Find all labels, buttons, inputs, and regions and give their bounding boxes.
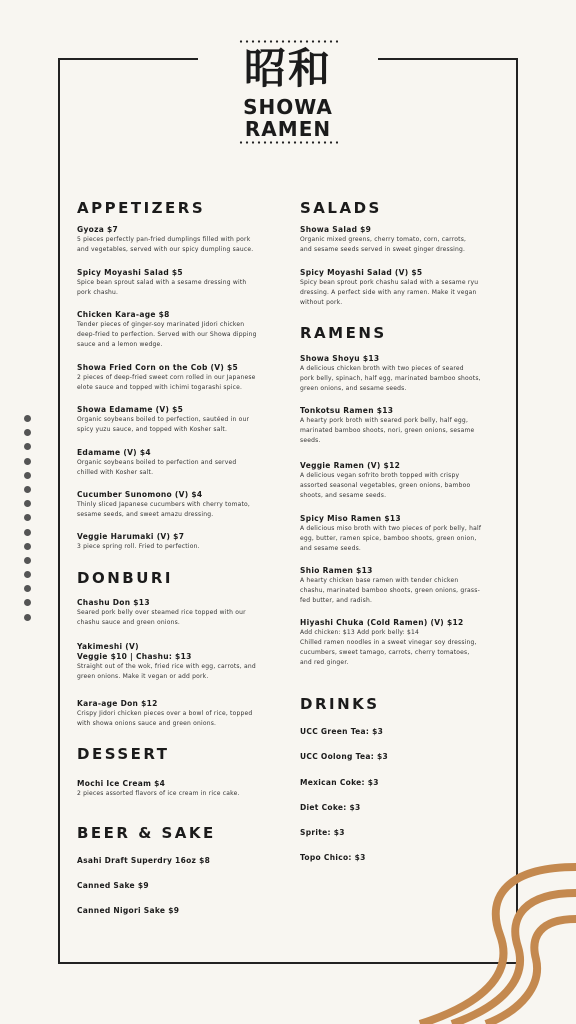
section-title-ramens: RAMENS bbox=[300, 324, 387, 342]
menu-item: Yakimeshi (V) Veggie $10 | Chashu: $13 Straight out of the wok, fried rice with egg, carrots, and green onions. Make it vegan or add pork. bbox=[77, 642, 256, 680]
menu-item: Cucumber Sunomono (V) $4 Thinly sliced Japanese cucumbers with cherry tomato, sesame seeds, and sweet amazu dressing. bbox=[77, 490, 251, 518]
frame-border-right bbox=[516, 58, 518, 964]
frame-border-top-right bbox=[378, 58, 518, 60]
menu-item: Shio Ramen $13 A hearty chicken base ramen with tender chicken chashu, marinated bamboo shoots, green onions, grass- fed butter, and radish. bbox=[300, 566, 480, 604]
menu-item: Kara-age Don $12 Crispy Jidori chicken pieces over a bowl of rice, topped with showa onions sauce and green onions. bbox=[77, 699, 253, 727]
noodle-wave-decoration bbox=[390, 855, 576, 1024]
menu-item: Canned Sake $9 bbox=[77, 881, 149, 890]
menu-item: Spicy Miso Ramen $13 A delicious miso broth with two pieces of pork belly, half egg, butter, ramen spice, bamboo shoots, green onion, and sesame seeds. bbox=[300, 514, 482, 552]
drink-item: Diet Coke: $3 bbox=[300, 803, 361, 812]
menu-item: Chicken Kara-age $8 Tender pieces of ginger-soy marinated Jidori chicken deep-fried to perfection. Served with our Showa dipping sauce and a lemon wedge. bbox=[77, 310, 257, 348]
menu-item: Showa Shoyu $13 A delicious chicken broth with two pieces of seared pork belly, spinach, half egg, marinated bamboo shoots, green onions, and sesame seeds. bbox=[300, 354, 481, 392]
menu-item: Showa Edamame (V) $5 Organic soybeans boiled to perfection, sautéed in our spicy yuzu sauce, and topped with Kosher salt. bbox=[77, 405, 250, 433]
drink-item: Mexican Coke: $3 bbox=[300, 778, 379, 787]
menu-item: Canned Nigori Sake $9 bbox=[77, 906, 180, 915]
section-title-appetizers: APPETIZERS bbox=[77, 199, 206, 217]
drink-item: Sprite: $3 bbox=[300, 828, 345, 837]
menu-item: Tonkotsu Ramen $13 A hearty pork broth with seared pork belly, half egg, marinated bamboo shoots, nori, green onions, sesame seeds. bbox=[300, 406, 475, 444]
menu-item: Edamame (V) $4 Organic soybeans boiled to perfection and served chilled with Kosher salt. bbox=[77, 448, 237, 476]
logo-kanji: 昭和 bbox=[243, 44, 332, 93]
drink-item: Topo Chico: $3 bbox=[300, 853, 366, 862]
frame-border-top-left bbox=[58, 58, 198, 60]
menu-item: Spicy Moyashi Salad (V) $5 Spicy bean sprout pork chashu salad with a sesame ryu dressing. A perfect side with any ramen. Make it vegan without pork. bbox=[300, 268, 479, 306]
logo-word-ramen: RAMEN bbox=[244, 117, 332, 141]
menu-item: Hiyashi Chuka (Cold Ramen) (V) $12 Add chicken: $13 Add pork belly: $14 Chilled ramen noodles in a sweet vinegar soy dressing, cucumbers, sweet tamago, carrots, cherry tomatoes, and red ginger. bbox=[300, 618, 477, 666]
menu-item: Veggie Ramen (V) $12 A delicious vegan sofrito broth topped with crispy assorted seasonal vegetables, green onions, bamboo shoots, and sesame seeds. bbox=[300, 461, 471, 499]
menu-item: Spicy Moyashi Salad $5 Spice bean sprout salad with a sesame dressing with pork chashu. bbox=[77, 268, 247, 296]
menu-item: Gyoza $7 5 pieces perfectly pan-fried dumplings filled with pork and vegetables, served with our spicy dumpling sauce. bbox=[77, 225, 254, 253]
menu-item: Chashu Don $13 Seared pork belly over steamed rice topped with our chashu sauce and green onions. bbox=[77, 598, 246, 626]
section-title-beer-sake: BEER & SAKE bbox=[77, 824, 216, 842]
section-title-drinks: DRINKS bbox=[300, 695, 380, 713]
menu-item: Showa Fried Corn on the Cob (V) $5 2 pieces of deep-fried sweet corn rolled in our Japanese elote sauce and topped with ichimi togarashi spice. bbox=[77, 363, 256, 391]
section-title-donburi: DONBURI bbox=[77, 569, 174, 587]
menu-item: Mochi Ice Cream $4 2 pieces assorted flavors of ice cream in rice cake. bbox=[77, 779, 240, 797]
section-title-dessert: DESSERT bbox=[77, 745, 170, 763]
menu-item: Showa Salad $9 Organic mixed greens, cherry tomato, corn, carrots, and sesame seeds served in sweet ginger dressing. bbox=[300, 225, 467, 253]
showa-ramen-logo bbox=[238, 40, 338, 145]
logo-dots-top bbox=[238, 40, 338, 43]
decorative-dot-column bbox=[24, 415, 32, 628]
menu-item: Veggie Harumaki (V) $7 3 piece spring roll. Fried to perfection. bbox=[77, 532, 200, 550]
drink-item: UCC Oolong Tea: $3 bbox=[300, 752, 388, 761]
logo-word-showa: SHOWA bbox=[243, 95, 333, 119]
frame-border-left bbox=[58, 58, 60, 964]
section-title-salads: SALADS bbox=[300, 199, 382, 217]
logo-dots-bottom bbox=[238, 141, 338, 144]
menu-item: Asahi Draft Superdry 16oz $8 bbox=[77, 856, 211, 865]
drink-item: UCC Green Tea: $3 bbox=[300, 727, 384, 736]
